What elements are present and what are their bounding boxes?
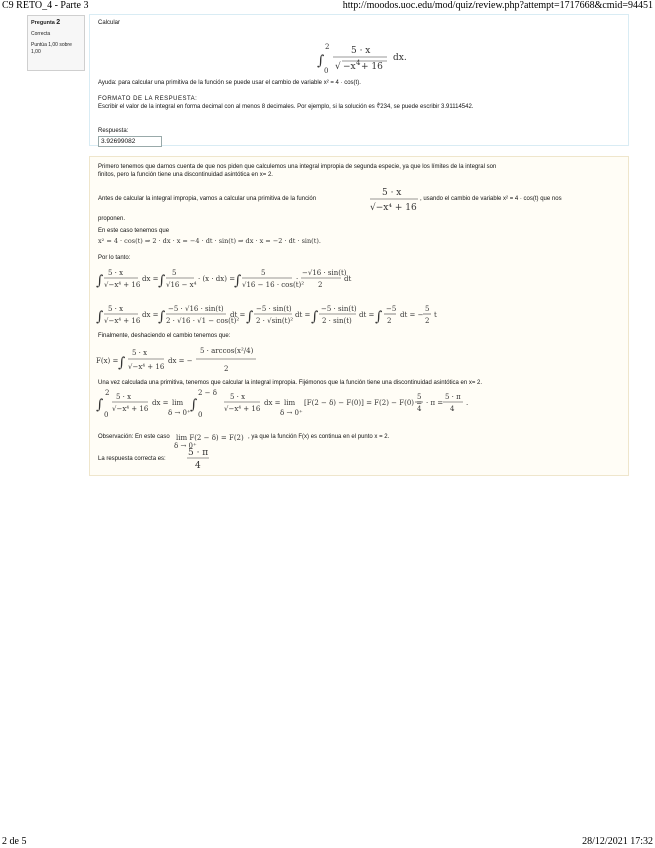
svg-text:5 · x: 5 · x — [132, 349, 148, 357]
observation-text-b: , ya que la función F(x) es continua en el punto x = 2. — [248, 434, 390, 440]
svg-text:2: 2 — [224, 365, 229, 373]
svg-text:−√16 · sin(t): −√16 · sin(t) — [302, 269, 347, 277]
svg-text:· π =: · π = — [426, 399, 444, 407]
svg-text:5: 5 — [425, 305, 430, 313]
question-number: 2 — [56, 19, 61, 26]
svg-text:0: 0 — [198, 411, 203, 419]
svg-text:−5 · sin(t): −5 · sin(t) — [321, 305, 357, 313]
final-answer-label: La respuesta correcta es: — [98, 456, 166, 462]
svg-text:√−x⁴ + 16: √−x⁴ + 16 — [112, 405, 149, 413]
svg-text:δ → 0⁺: δ → 0⁺ — [174, 442, 197, 449]
svg-text:−5 · √16 · sin(t): −5 · √16 · sin(t) — [168, 305, 224, 313]
svg-text:·: · — [296, 275, 299, 283]
svg-text:√−x⁴ + 16: √−x⁴ + 16 — [104, 281, 141, 289]
svg-text:dt =: dt = — [295, 311, 311, 319]
print-footer — [0, 836, 655, 848]
svg-text:dt =: dt = — [359, 311, 375, 319]
svg-text:√16 − 16 · cos(t)²: √16 − 16 · cos(t)² — [242, 281, 305, 289]
question-help: Ayuda: para calcular una primitiva de la función se puede usar el cambio de variable x² = 4 · cos(t). — [98, 80, 361, 86]
svg-text:δ → 0⁺: δ → 0⁺ — [280, 409, 303, 417]
integral-formula — [315, 35, 435, 79]
svg-text:5 · x: 5 · x — [116, 393, 132, 401]
svg-text:0: 0 — [324, 67, 329, 75]
answer-label: Respuesta: — [98, 128, 129, 134]
svg-text:2: 2 — [318, 281, 323, 289]
svg-text:2 · √16 · √1 − cos(t)²: 2 · √16 · √1 − cos(t)² — [166, 317, 240, 325]
page-number: 2 de 5 — [2, 836, 27, 847]
improper-integral-formula — [96, 387, 516, 421]
question-grade: Puntúa 1,00 sobre 1,00 — [31, 42, 72, 55]
svg-text:∫: ∫ — [158, 309, 166, 325]
svg-text:lim F(2 − δ) = F(2): lim F(2 − δ) = F(2) — [176, 434, 244, 442]
answer-input[interactable]: 3.92699082 — [98, 136, 162, 147]
svg-text:dx =: dx = — [152, 399, 169, 407]
svg-text:5 · π: 5 · π — [188, 448, 209, 458]
svg-text:∫: ∫ — [118, 355, 126, 371]
feedback-p2a: Antes de calcular la integral impropia, vamos a calcular una primitiva de la función — [98, 196, 317, 202]
observation-limit — [174, 427, 246, 449]
svg-text:5: 5 — [417, 393, 422, 401]
question-info-box — [27, 15, 85, 71]
svg-text:2 · √sin(t)²: 2 · √sin(t)² — [256, 317, 294, 325]
svg-text:∫: ∫ — [311, 309, 319, 325]
svg-text:√−x⁴ + 16: √−x⁴ + 16 — [128, 363, 165, 371]
svg-text:√: √ — [335, 62, 341, 72]
svg-text:∫: ∫ — [158, 273, 166, 289]
feedback-p1a: Primero tenemos que darnos cuenta de que nos piden que calculemos una integral impropia de segunda especie, ya que los límites de la integral son — [98, 164, 497, 170]
print-datetime: 28/12/2021 17:32 — [582, 836, 653, 847]
svg-text:5: 5 — [261, 269, 266, 277]
svg-text:∫: ∫ — [234, 273, 242, 289]
svg-text:√16 − x⁴: √16 − x⁴ — [166, 281, 197, 289]
feedback-p4: Por lo tanto: — [98, 255, 131, 261]
svg-text:5 · π: 5 · π — [445, 393, 461, 401]
svg-text:2 · sin(t): 2 · sin(t) — [322, 317, 352, 325]
function-fraction — [368, 185, 420, 213]
svg-text:2: 2 — [325, 43, 330, 51]
svg-text:dx.: dx. — [393, 53, 407, 63]
feedback-p2c: proponen. — [98, 216, 126, 222]
svg-text:[F(2 − δ) − F(0)] = F(2) − F(0: [F(2 − δ) − F(0)] = F(2) − F(0) = — [304, 399, 423, 407]
svg-text:dx =: dx = — [142, 275, 159, 283]
svg-text:∫: ∫ — [190, 397, 198, 413]
svg-text:dt = −: dt = − — [400, 311, 424, 319]
feedback-p1b: finitos, pero la función tiene una discontinuidad asintótica en x= 2. — [98, 172, 273, 178]
svg-text:· (x · dx) =: · (x · dx) = — [198, 275, 236, 283]
svg-text:4: 4 — [195, 461, 201, 471]
svg-text:√−x⁴ + 16: √−x⁴ + 16 — [104, 317, 141, 325]
svg-text:dx =: dx = — [142, 311, 159, 319]
svg-text:−x: −x — [343, 62, 356, 72]
svg-text:∫: ∫ — [246, 309, 254, 325]
svg-text:∫: ∫ — [96, 273, 104, 289]
svg-text:5 · x: 5 · x — [382, 188, 402, 198]
svg-text:2: 2 — [387, 317, 392, 325]
general-feedback — [89, 156, 629, 476]
feedback-p2b: , usando el cambio de variable x² = 4 · cos(t) que nos — [420, 196, 562, 202]
print-header — [0, 0, 655, 14]
svg-text:4: 4 — [450, 405, 455, 413]
svg-text:2: 2 — [425, 317, 430, 325]
svg-text:∫: ∫ — [375, 309, 383, 325]
final-answer-formula — [186, 445, 210, 471]
svg-text:∫: ∫ — [96, 397, 104, 413]
format-text: Escribir el valor de la integral en forma decimal con al menos 8 decimales. Por ejemplo, si la solución es ∜234, se puede escribir 3.91114542. — [98, 104, 474, 110]
svg-text:2 − δ: 2 − δ — [198, 389, 217, 397]
svg-text:∫: ∫ — [96, 309, 104, 325]
observation-text-a: Observación: En este caso — [98, 434, 170, 440]
svg-text:∫: ∫ — [317, 53, 325, 69]
print-url[interactable]: http://moodos.uoc.edu/mod/quiz/review.php?attempt=1717668&cmid=94451 — [342, 0, 653, 11]
primitive-formula — [96, 341, 316, 377]
svg-text:lim: lim — [284, 399, 296, 407]
feedback-p6: Una vez calculada una primitiva, tenemos que calcular la integral impropia. Fijémonos que la función tiene una discontinuidad asintótica en x= 2. — [98, 380, 483, 386]
svg-text:4: 4 — [417, 405, 422, 413]
svg-text:dt: dt — [344, 275, 352, 283]
svg-text:5 · x: 5 · x — [108, 305, 124, 313]
svg-text:+ 16: + 16 — [361, 62, 383, 72]
svg-text:dx = −: dx = − — [168, 357, 193, 365]
svg-text:F(x) =: F(x) = — [96, 357, 119, 365]
print-title: C9 RETO_4 - Parte 3 — [2, 0, 89, 11]
svg-text:5 · arccos(x²/4): 5 · arccos(x²/4) — [200, 347, 254, 355]
question-formulation — [89, 14, 629, 146]
svg-text:0: 0 — [104, 411, 109, 419]
svg-text:5: 5 — [172, 269, 177, 277]
feedback-p3-math: x² = 4 · cos(t) ⇒ 2 · dx · x = −4 · dt · sin(t) ⇒ dx · x = −2 · dt · sin(t). — [98, 237, 321, 245]
svg-text:dx =: dx = — [264, 399, 281, 407]
svg-text:4: 4 — [356, 59, 361, 67]
svg-text:−5: −5 — [386, 305, 397, 313]
svg-text:√−x⁴ + 16: √−x⁴ + 16 — [224, 405, 261, 413]
svg-text:.: . — [466, 399, 469, 407]
question-label: Pregunta — [31, 20, 55, 26]
svg-text:t: t — [434, 311, 437, 319]
svg-text:5 · x: 5 · x — [108, 269, 124, 277]
svg-text:−5 · sin(t): −5 · sin(t) — [256, 305, 292, 313]
question-prompt: Calcular — [98, 20, 121, 26]
svg-text:√−x⁴ + 16: √−x⁴ + 16 — [370, 203, 417, 213]
svg-text:2: 2 — [105, 389, 110, 397]
feedback-p3: En este caso tenemos que — [98, 228, 170, 234]
format-title: FORMATO DE LA RESPUESTA: — [98, 96, 198, 102]
svg-text:δ → 0⁺: δ → 0⁺ — [168, 409, 191, 417]
question-state: Correcta — [31, 31, 51, 37]
feedback-p5: Finalmente, deshaciendo el cambio tenemos que: — [98, 333, 231, 339]
svg-text:5 · x: 5 · x — [230, 393, 246, 401]
svg-text:dt =: dt = — [230, 311, 246, 319]
integral-steps — [96, 263, 516, 331]
svg-text:5 · x: 5 · x — [351, 46, 371, 56]
svg-text:lim: lim — [172, 399, 184, 407]
